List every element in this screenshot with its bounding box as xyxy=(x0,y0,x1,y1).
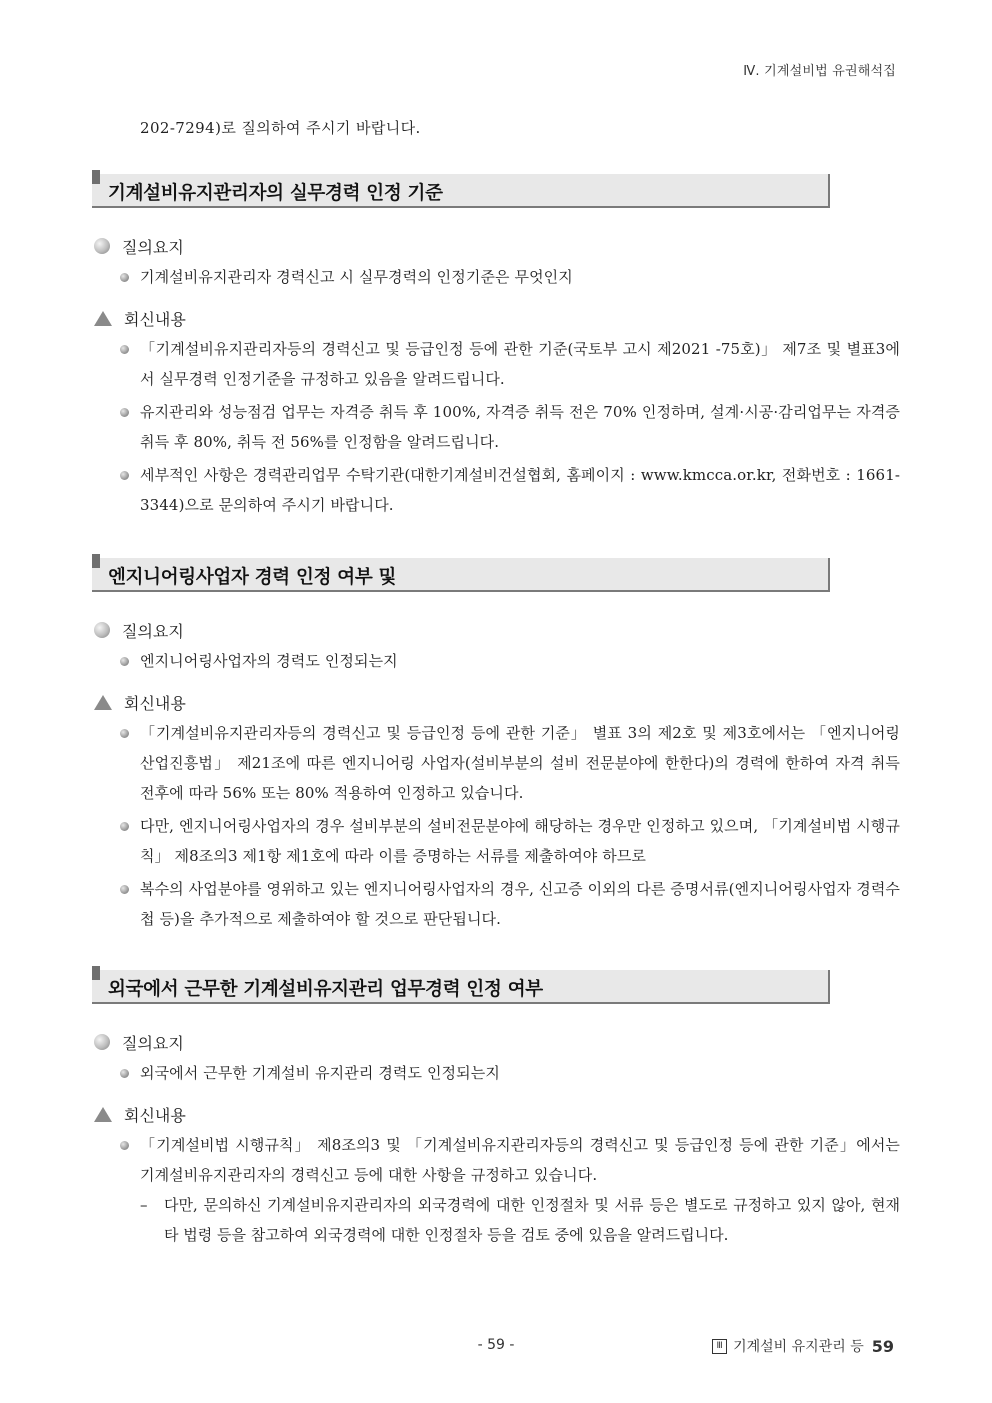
answer-text: 「기계설비유지관리자등의 경력신고 및 등급인정 등에 관한 기준(국토부 고시 제2021 -75호)」 제7조 및 별표3에서 실무경력 인정기준을 규정하고 있음을 알려드립니다. xyxy=(140,340,900,388)
question-bullet-icon xyxy=(94,238,110,254)
answer-text: 세부적인 사항은 경력관리업무 수탁기관(대한기계설비건설협회, 홈페이지 : www.kmcca.or.kr, 전화번호 : 1661-3344)으로 문의하여 주시기 바랍니다. xyxy=(140,466,900,514)
question-label: 질의요지 xyxy=(122,1033,184,1053)
page-number: 59 xyxy=(871,1336,894,1356)
circle-bullet-icon xyxy=(120,345,129,354)
question-label: 질의요지 xyxy=(122,621,184,641)
circle-bullet-icon xyxy=(120,657,129,666)
chapter-mark: Ⅲ xyxy=(712,1339,727,1354)
answer-subtext: 다만, 문의하신 기계설비유지관리자의 외국경력에 대한 인정절차 및 서류 등은 별도로 규정하고 있지 않아, 현재 타 법령 등을 참고하여 외국경력에 대한 인정절차 등을 검토 중에 있음을 알려드립니다. xyxy=(164,1196,900,1244)
answer-text: 복수의 사업분야를 영위하고 있는 엔지니어링사업자의 경우, 신고증 이외의 다른 증명서류(엔지니어링사업자 경력수첩 등)을 추가적으로 제출하여야 할 것으로 판단됩니다. xyxy=(140,880,900,928)
answer-text: 다만, 엔지니어링사업자의 경우 설비부분의 설비전문분야에 해당하는 경우만 인정하고 있으며, 「기계설비법 시행규칙」 제8조의3 제1항 제1호에 따라 이를 증명하는 서류를 제출하여야 하므로 xyxy=(140,817,900,865)
answer-item xyxy=(92,811,900,871)
triangle-bullet-icon xyxy=(94,311,112,326)
answer-text: 유지관리와 성능점검 업무는 자격증 취득 후 100%, 자격증 취득 전은 70% 인정하며, 설계·시공·감리업무는 자격증 취득 후 80%, 취득 전 56%를 인정함을 알려드립니다. xyxy=(140,403,900,451)
answer-text: 「기계설비법 시행규칙」 제8조의3 및 「기계설비유지관리자등의 경력신고 및 등급인정 등에 관한 기준」에서는 기계설비유지관리자의 경력신고 등에 대한 사항을 규정하고 있습니다. xyxy=(140,1136,900,1184)
dash-bullet: – xyxy=(140,1196,148,1214)
section-header xyxy=(92,970,830,1004)
section-1 xyxy=(92,174,900,520)
triangle-bullet-icon xyxy=(94,695,112,710)
section-title: 엔지니어링사업자 경력 인정 여부 및 xyxy=(108,567,397,588)
circle-bullet-icon xyxy=(120,273,129,282)
question-item xyxy=(92,646,900,676)
chapter-title: 기계설비 유지관리 등 xyxy=(733,1339,864,1355)
section-marker xyxy=(92,554,100,568)
circle-bullet-icon xyxy=(120,1069,129,1078)
triangle-bullet-icon xyxy=(94,1107,112,1122)
circle-bullet-icon xyxy=(120,729,129,738)
circle-bullet-icon xyxy=(120,1141,129,1150)
question-text: 엔지니어링사업자의 경력도 인정되는지 xyxy=(140,652,398,670)
answer-item xyxy=(92,718,900,808)
section-marker xyxy=(92,966,100,980)
running-header: Ⅳ. 기계설비법 유권해석집 xyxy=(743,64,896,79)
answer-text: 「기계설비유지관리자등의 경력신고 및 등급인정 등에 관한 기준」 별표 3의 제2호 및 제3호에서는 「엔지니어링산업진흥법」 제21조에 따른 엔지니어링 사업자(설비부분의 설비 전문분야에 한한다)의 경력에 한하여 자격 취득 전후에 따라 56% 또는 80% 적용하여 인정하고 있습니다. xyxy=(140,724,900,802)
section-header xyxy=(92,174,830,208)
answer-label: 회신내용 xyxy=(124,693,186,713)
section-header xyxy=(92,558,830,592)
footer-chapter xyxy=(712,1336,894,1356)
answer-item xyxy=(92,334,900,394)
section-title: 외국에서 근무한 기계설비유지관리 업무경력 인정 여부 xyxy=(108,979,543,1000)
question-label-row xyxy=(94,1030,900,1054)
circle-bullet-icon xyxy=(120,885,129,894)
circle-bullet-icon xyxy=(120,471,129,480)
circle-bullet-icon xyxy=(120,408,129,417)
section-marker xyxy=(92,170,100,184)
question-bullet-icon xyxy=(94,1034,110,1050)
answer-item xyxy=(92,460,900,520)
answer-label-row xyxy=(94,306,900,330)
section-3 xyxy=(92,970,900,1250)
question-label-row xyxy=(94,618,900,642)
question-label-row xyxy=(94,234,900,258)
answer-item xyxy=(92,874,900,934)
answer-label-row xyxy=(94,690,900,714)
question-text: 외국에서 근무한 기계설비 유지관리 경력도 인정되는지 xyxy=(140,1064,500,1082)
section-2 xyxy=(92,558,900,934)
answer-item xyxy=(92,397,900,457)
continuation-text: 202-7294)로 질의하여 주시기 바랍니다. xyxy=(140,119,421,137)
answer-subitem xyxy=(92,1190,900,1250)
section-title: 기계설비유지관리자의 실무경력 인정 기준 xyxy=(108,183,443,204)
answer-item xyxy=(92,1130,900,1190)
page-number-center: - 59 - xyxy=(477,1337,515,1353)
question-item xyxy=(92,1058,900,1088)
answer-label: 회신내용 xyxy=(124,1105,186,1125)
question-item xyxy=(92,262,900,292)
circle-bullet-icon xyxy=(120,822,129,831)
question-bullet-icon xyxy=(94,622,110,638)
question-text: 기계설비유지관리자 경력신고 시 실무경력의 인정기준은 무엇인지 xyxy=(140,268,573,286)
answer-label: 회신내용 xyxy=(124,309,186,329)
question-label: 질의요지 xyxy=(122,237,184,257)
answer-label-row xyxy=(94,1102,900,1126)
